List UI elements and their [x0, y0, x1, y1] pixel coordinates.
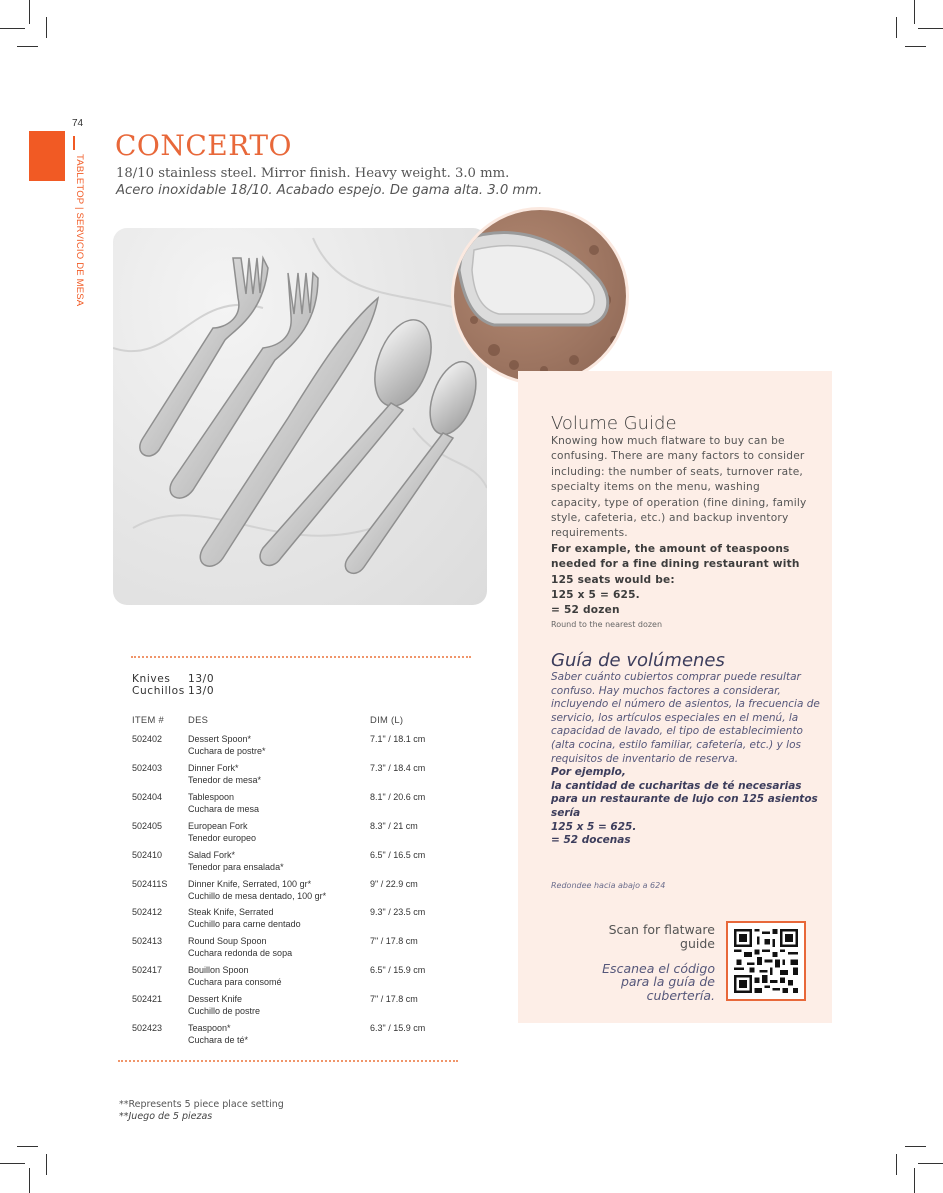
item-description: Dinner Fork* Tenedor de mesa* [188, 763, 262, 785]
item-number: 502404 [132, 792, 163, 802]
volume-guide-calc-es: 125 x 5 = 625. [551, 820, 637, 833]
item-dimension: 7" / 17.8 cm [370, 936, 418, 946]
item-dimension: 7" / 17.8 cm [370, 994, 418, 1004]
item-number: 502402 [132, 734, 163, 744]
item-description: Round Soup Spoon Cuchara redonda de sopa [188, 936, 293, 958]
product-title: CONCERTO [115, 129, 292, 162]
item-dimension: 9" / 22.9 cm [370, 879, 418, 889]
crop-mark [29, 1168, 30, 1193]
item-dimension: 6.3" / 15.9 cm [370, 1023, 426, 1033]
volume-guide-body-en [551, 434, 811, 619]
item-description: Dinner Knife, Serrated, 100 gr* Cuchillo de mesa dentado, 100 gr* [188, 879, 327, 901]
crop-mark [914, 1168, 915, 1193]
item-number: 502412 [132, 907, 163, 917]
item-number: 502403 [132, 763, 163, 773]
crop-mark [918, 1163, 943, 1164]
flatware-illustration [113, 228, 487, 605]
volume-guide-body-es [551, 671, 821, 848]
item-number: 502411S [132, 879, 168, 889]
crop-mark [46, 17, 47, 38]
volume-guide-note-es: Redondee hacia abajo a 624 [551, 881, 666, 890]
crop-mark [896, 17, 897, 38]
volume-guide-result-es: = 52 docenas [551, 834, 631, 847]
volume-guide-text-es: Saber cuánto cubiertos comprar puede resultar confuso. Hay muchos factores a considerar, incluyendo el número de asientos, la frecuencia de servicio, los artículos especiales en el menú, la capacidad de lavado, el tipo de establecimiento (alta cocina, estilo familiar, cafetería, etc.) y los requisitos de inventario de reserva. [551, 671, 820, 765]
item-description: European Fork Tenedor europeo [188, 821, 257, 843]
dotted-divider [118, 1060, 458, 1062]
qr-code-icon [734, 929, 798, 993]
item-dimension: 9.3" / 23.5 cm [370, 907, 426, 917]
detail-photo [454, 210, 626, 382]
crop-mark [914, 0, 915, 24]
item-description: Steak Knife, Serrated Cuchillo para carne dentado [188, 907, 301, 929]
item-description: Teaspoon* Cuchara de té* [188, 1023, 249, 1045]
crop-mark [29, 0, 30, 24]
cuchillos-value: 13/0 [188, 685, 215, 697]
item-number: 502417 [132, 965, 163, 975]
crop-mark [918, 28, 943, 29]
volume-guide-example: For example, the amount of teaspoons needed for a fine dining restaurant with 125 seats would be: [551, 542, 800, 586]
crop-mark [905, 1146, 926, 1147]
product-description-en: 18/10 stainless steel. Mirror finish. Heavy weight. 3.0 mm. [116, 166, 510, 181]
item-dimension: 6.5" / 15.9 cm [370, 965, 426, 975]
footnote-es: **Juego de 5 piezas [119, 1111, 213, 1122]
item-dimension: 8.1" / 20.6 cm [370, 792, 426, 802]
crop-mark [0, 1163, 25, 1164]
item-number: 502405 [132, 821, 163, 831]
volume-guide-text: Knowing how much flatware to buy can be confusing. There are many factors to consider including: the number of seats, turnover rate, specialty items on the menu, washing capacity, type of operation (fine dining, family style, cafeteria, etc.) and backup inventory requirements. [551, 435, 807, 540]
item-description: Dessert Knife Cuchillo de postre [188, 994, 261, 1016]
item-dimension: 7.1" / 18.1 cm [370, 734, 426, 744]
crop-mark [0, 28, 25, 29]
scan-prompt-en: Scan for flatware guide [608, 922, 715, 951]
cuchillos-label: Cuchillos [132, 685, 185, 697]
item-dimension: 6.5" / 16.5 cm [370, 850, 426, 860]
item-dimension: 7.3" / 18.4 cm [370, 763, 426, 773]
item-description: Bouillon Spoon Cuchara para consomé [188, 965, 282, 987]
crop-mark [905, 46, 926, 47]
qr-code[interactable] [726, 921, 806, 1001]
knives-label: Knives [132, 673, 171, 685]
column-header-dimension: DIM (L) [370, 714, 404, 725]
volume-guide-calc: 125 x 5 = 625. [551, 589, 640, 602]
flatware-photo [113, 228, 487, 605]
dotted-divider [131, 656, 471, 658]
knives-value: 13/0 [188, 673, 215, 685]
item-number: 502423 [132, 1023, 163, 1033]
scan-prompt-es: Escanea el código para la guía de cubertería. [602, 961, 715, 1003]
column-header-description: DES [188, 714, 209, 725]
handle-closeup-illustration [454, 210, 626, 382]
crop-mark [46, 1154, 47, 1175]
item-dimension: 8.3" / 21 cm [370, 821, 418, 831]
steel-spec-knives [132, 673, 214, 686]
footnote-en: **Represents 5 piece place setting [119, 1099, 284, 1110]
item-number: 502410 [132, 850, 163, 860]
volume-guide-result: = 52 dozen [551, 604, 620, 617]
crop-mark [896, 1154, 897, 1175]
column-header-item: ITEM # [132, 714, 165, 725]
page-tab-marker [29, 131, 65, 181]
item-number: 502413 [132, 936, 163, 946]
volume-guide-note-en: Round to the nearest dozen [551, 620, 663, 629]
item-description: Tablespoon Cuchara de mesa [188, 792, 260, 814]
item-description: Salad Fork* Tenedor para ensalada* [188, 850, 284, 872]
volume-guide-title-es: Guía de volúmenes [551, 650, 725, 671]
crop-mark [17, 1146, 38, 1147]
crop-mark [17, 46, 38, 47]
steel-spec-cuchillos [132, 685, 214, 698]
product-description-es: Acero inoxidable 18/10. Acabado espejo. De gama alta. 3.0 mm. [116, 183, 543, 198]
item-number: 502421 [132, 994, 163, 1004]
section-divider [73, 136, 75, 150]
volume-guide-example-es-2: la cantidad de cucharitas de té necesarias para un restaurante de lujo con 125 asientos sería [551, 779, 818, 819]
section-label: TABLETOP | SERVICIO DE MESA [74, 154, 85, 307]
volume-guide-example-es-1: Por ejemplo, [551, 766, 626, 779]
page-number: 74 [72, 118, 84, 129]
volume-guide-title: Volume Guide [551, 413, 677, 434]
item-description: Dessert Spoon* Cuchara de postre* [188, 734, 266, 756]
